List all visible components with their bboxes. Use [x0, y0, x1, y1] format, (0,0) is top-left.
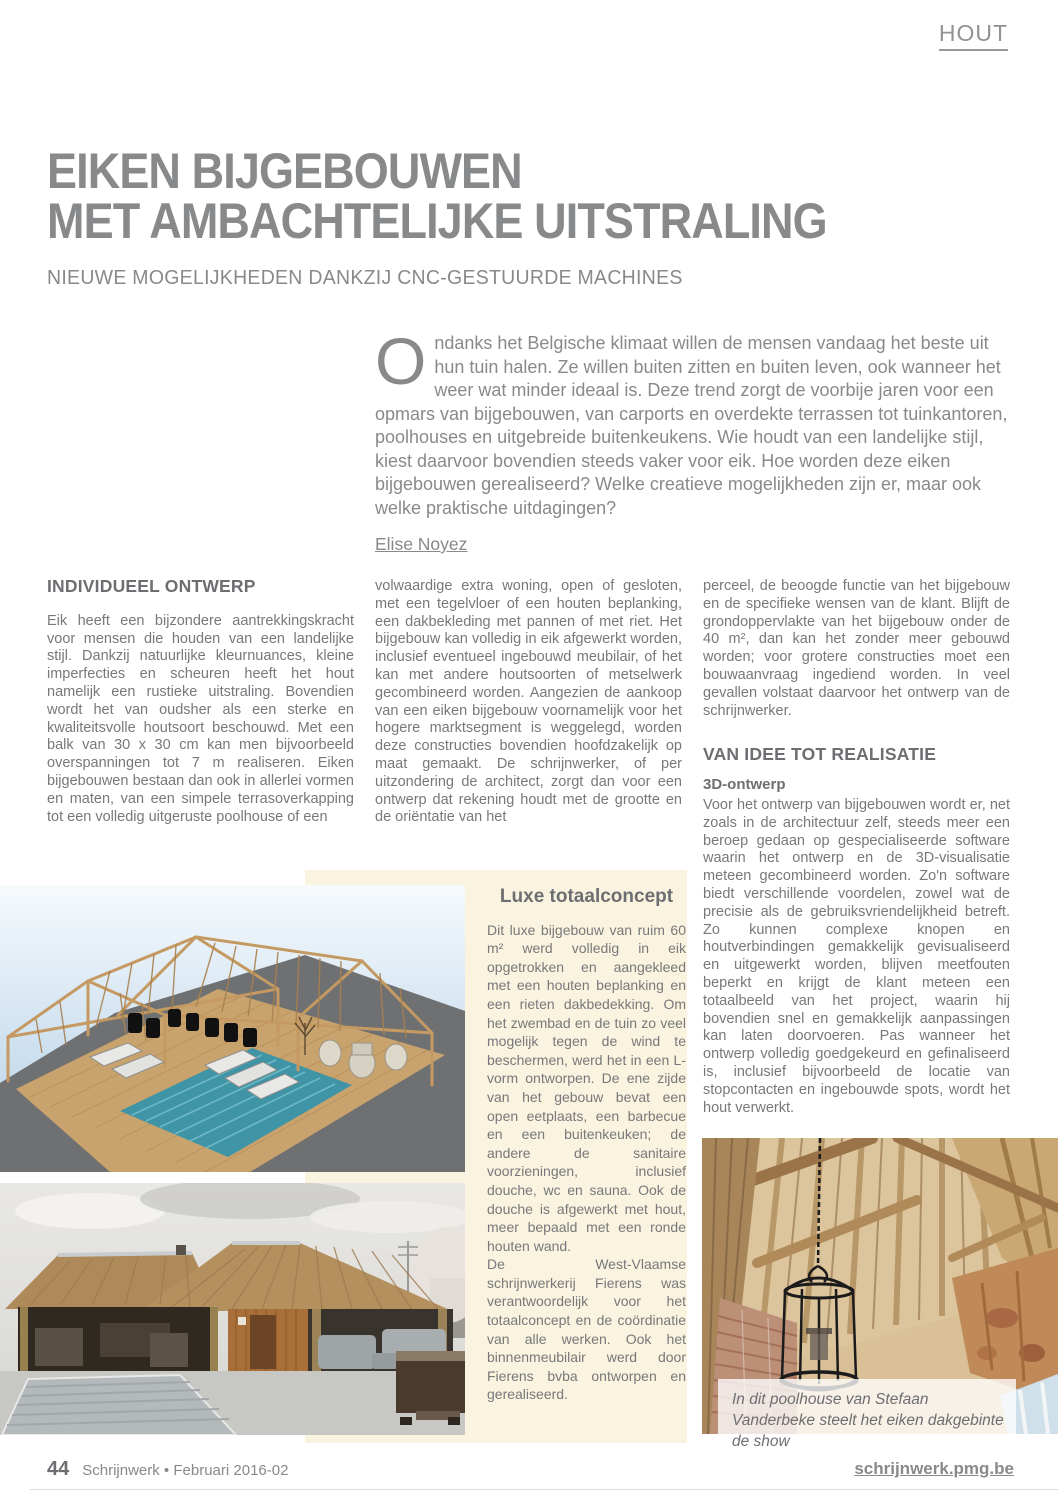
sidebar-body2: De West-Vlaamse schrijnwerkerij Fierens was verantwoordelijk voor het totaalconcept en de coördinatie van alle werken. Ook het binnenmeubilair werd door Fierens bvba ontworpen en gerealiseerd.	[487, 1256, 686, 1403]
left-interior	[18, 1307, 218, 1373]
article-column-2	[375, 578, 682, 827]
intro-paragraph	[375, 324, 1023, 520]
sidebar-heading: Luxe totaalconcept	[499, 886, 674, 907]
sidebar-box	[487, 888, 686, 1404]
column2-body: volwaardige extra woning, open of gesloten, met een tegelvloer of een houten beplanking, een dakbekleding met pannen of met riet. Het bijgebouw kan volledig in eik afgewerkt worden, inclusief eventueel ingebouwd meubilair, of het kan met andere houtsoorten of metselwerk gecombineerd worden. Aangezien de aankoop van een eiken bijgebouw voornamelijk voor het hogere marktsegment is weggelegd, worden deze constructies bovendien hoofdzakelijk op maat gemaakt. De schrijnwerker, of per uitzondering de architect, zorgt dan voor een ontwerp dat rekening houdt met de grootte en de oriëntatie van het	[375, 578, 682, 826]
column3-body2: Voor het ontwerp van bijgebouwen wordt er, net zoals in de architectuur zelf, steeds meer een beroep gedaan op gespecialiseerde software waarin het ontwerp en de 3D-visualisatie meteen gecombineerd worden. Zo'n software biedt verschillende voordelen, zowel wat de precisie als de gebruiksvriendelijkheid betreft. Zo kunnen complexe knopen en houtverbindingen gemakkelijk gevisualiseerd en uitgewerkt worden, blijven meetfouten beperkt en krijgt de klant meteen een totaalbeeld van het project, waarin hij bovendien snel en gemakkelijk aanpassingen kan laten doorvoeren. Pas wanneer het ontwerp volledig goedgekeurd en gefinaliseerd is, inclusief bijvoorbeeld de locatie van stopcontacten en ingebouwde spots, wordt het hout verwerkt.	[703, 796, 1010, 1116]
sidebar-body1: Dit luxe bijgebouw van ruim 60 m² werd volledig in eik opgetrokken en aangekleed met een houten beplanking en een rieten dakbedekking. Om het zwembad en de tuin zo veel mogelijk tegen de wind te beschermen, werd het in een L-vorm ontworpen. De ene zijde van het gebouw bevat een open eetplaats, een barbecue en een buitenkeuken; de andere de sanitaire voorzieningen, inclusief douche, wc en sauna. Ook de douche is afgewerkt met hout, meer bepaald met een ronde houten wand.	[487, 921, 686, 1254]
column3-subheading: 3D-ontwerp	[703, 776, 786, 794]
drop-cap: O	[375, 324, 427, 398]
bottom-rule	[30, 1489, 1058, 1490]
column3-heading: VAN IDEE TOT REALISATIE	[703, 744, 937, 765]
author-byline: Elise Noyez	[375, 534, 468, 554]
poolhouse-graphic	[0, 1183, 465, 1435]
column1-body: Eik heeft een bijzondere aantrekkingskracht voor mensen die houden van een landelijke stijl. Dankzij natuurlijke kleurnuances, kleine imperfecties en scheuren heeft het hout namelijk een rustieke uitstraling. Bovendien wordt het van oudsher als een sterke en kwaliteitsvolle houtsoort beschouwd. Met een balk van 30 x 30 cm kan men bijvoorbeeld overspanningen tot 7 m realiseren. Eiken bijgebouwen bestaan dan ook in allerlei vormen en maten, van een simpele terrasoverkapping tot een volledig uitgeruste poolhouse of een	[47, 612, 354, 825]
photo-caption: In dit poolhouse van Stefaan Vanderbeke steelt het eiken dakgebinte de show	[718, 1379, 1016, 1462]
page-title	[47, 143, 827, 249]
website-link[interactable]: schrijnwerk.pmg.be	[854, 1459, 1014, 1478]
title-line1: EIKEN BIJGEBOUWEN	[47, 143, 522, 199]
3d-render-image	[0, 885, 465, 1172]
article-column-1	[47, 578, 354, 826]
footer-left	[47, 1458, 288, 1481]
title-line2: MET AMBACHTELIJKE UITSTRALING	[47, 193, 827, 249]
intro-text: ndanks het Belgische klimaat willen de mensen vandaag het beste uit hun tuin halen. Ze willen buiten zitten en buiten leven, ook wanneer het weer wat minder ideaal is. Deze trend zorgt de voorbije jaren voor een opmars van bijgebouwen, van carports en overdekte terrassen tot tuinkantoren, poolhouses en uitgebreide buitenkeukens. Wie houdt van een landelijke stijl, kiest daarvoor bovendien steeds vaker voor eik. Hoe worden deze eiken bijgebouwen gerealiseerd? Welke creatieve mogelijkheden zijn er, maar ook welke praktische uitdagingen?	[375, 333, 1008, 518]
3d-render-graphic	[0, 885, 465, 1172]
page-number: 44	[47, 1458, 70, 1480]
section-label: HOUT	[939, 20, 1008, 51]
article-column-3	[703, 578, 1010, 1117]
wood-clad-wall	[228, 1309, 308, 1371]
poolhouse-photo	[0, 1183, 465, 1435]
column3-body1: perceel, de beoogde functie van het bijgebouw en de specifieke wensen van de klant. Blijft de grondoppervlakte van het bijgebouw onder de 40 m², dan kan het zonder meer gebouwd worden; voor grotere constructies moet een bouwaanvraag ingediend worden. In veel gevallen volstaat daarvoor het ontwerp van de schrijnwerker.	[703, 578, 1010, 719]
magazine-name: Schrijnwerk • Februari 2016-02	[82, 1462, 289, 1479]
column1-heading: INDIVIDUEEL ONTWERP	[47, 576, 256, 596]
page-subtitle: NIEUWE MOGELIJKHEDEN DANKZIJ CNC-GESTUURDE MACHINES	[47, 266, 683, 289]
